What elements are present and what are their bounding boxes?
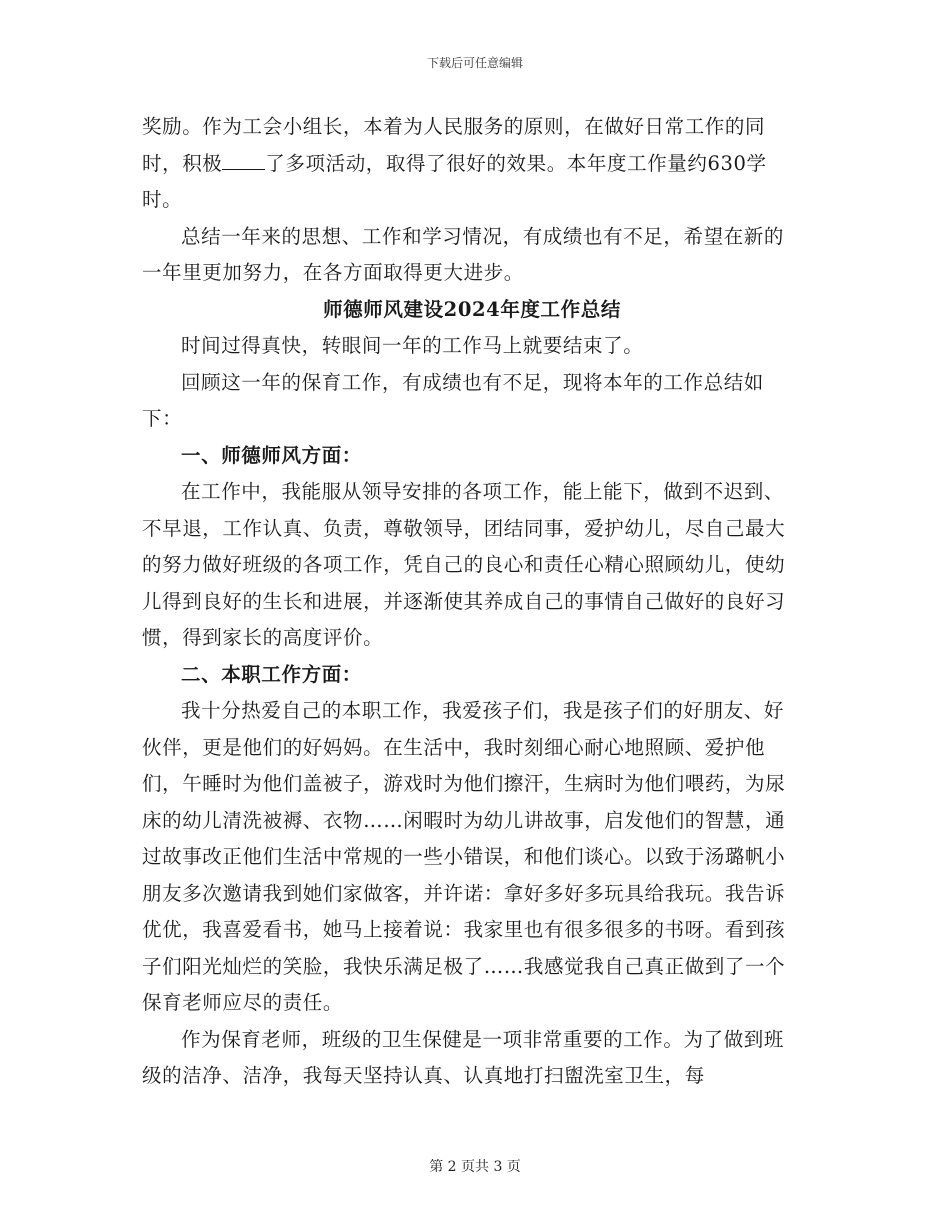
paragraph-2: 总结一年来的思想、工作和学习情况，有成绩也有不足，希望在新的一年里更加努力，在各方面取得更大进步。 <box>142 224 785 284</box>
document-body <box>142 109 802 1095</box>
heading-1: 一、师德师风方面： <box>181 443 362 467</box>
paragraph-1-text-after: 了多项活动，取得了很好的效果。本年度工作量约630学时。 <box>142 151 767 211</box>
paragraph-3: 时间过得真快，转眼间一年的工作马上就要结束了。 <box>181 334 644 357</box>
page-footer: 第 2 页共 3 页 <box>429 1159 521 1175</box>
page-header: 下载后可任意编辑 <box>426 56 523 70</box>
paragraph-1 <box>142 109 802 219</box>
fill-in-blank <box>222 147 265 169</box>
paragraph-5: 在工作中，我能服从领导安排的各项工作，能上能下，做到不迟到、不早退，工作认真、负责，尊敬领导，团结同事，爱护幼儿，尽自己最大的努力做好班级的各项工作，凭自己的良心和责任心精心照顾幼儿，使幼儿得到良好的生长和进展，并逐渐使其养成自己的事情自己做好的良好习惯，得到家长的高度评价。 <box>142 480 786 649</box>
heading-2: 二、本职工作方面： <box>181 662 362 686</box>
section-title: 师德师风建设2024年度工作总结 <box>323 297 621 321</box>
paragraph-7: 作为保育老师，班级的卫生保健是一项非常重要的工作。为了做到班级的洁净、洁净，我每天坚持认真、认真地打扫盥洗室卫生，每 <box>142 1027 785 1087</box>
paragraph-4: 回顾这一年的保育工作，有成绩也有不足，现将本年的工作总结如下： <box>142 370 764 430</box>
paragraph-6: 我十分热爱自己的本职工作，我爱孩子们，我是孩子们的好朋友、好伙伴，更是他们的好妈妈。在生活中，我时刻细心耐心地照顾、爱护他们，午睡时为他们盖被子，游戏时为他们擦汗，生病时为他们喂药，为尿床的幼儿清洗被褥、衣物……闲暇时为幼儿讲故事，启发他们的智慧，通过故事改正他们生活中常规的一些小错误，和他们谈心。以致于汤璐帆小朋友多次邀请我到她们家做客，并许诺：拿好多好多玩具给我玩。我告诉优优，我喜爱看书，她马上接着说：我家里也有很多很多的书呀。看到孩子们阳光灿烂的笑脸，我快乐满足极了……我感觉我自己真正做到了一个保育老师应尽的责任。 <box>142 699 786 1014</box>
paragraph-1-text-before: 奖励。作为工会小组长，本着为人民服务的原则，在做好日常工作的同时，积极 <box>142 115 766 175</box>
